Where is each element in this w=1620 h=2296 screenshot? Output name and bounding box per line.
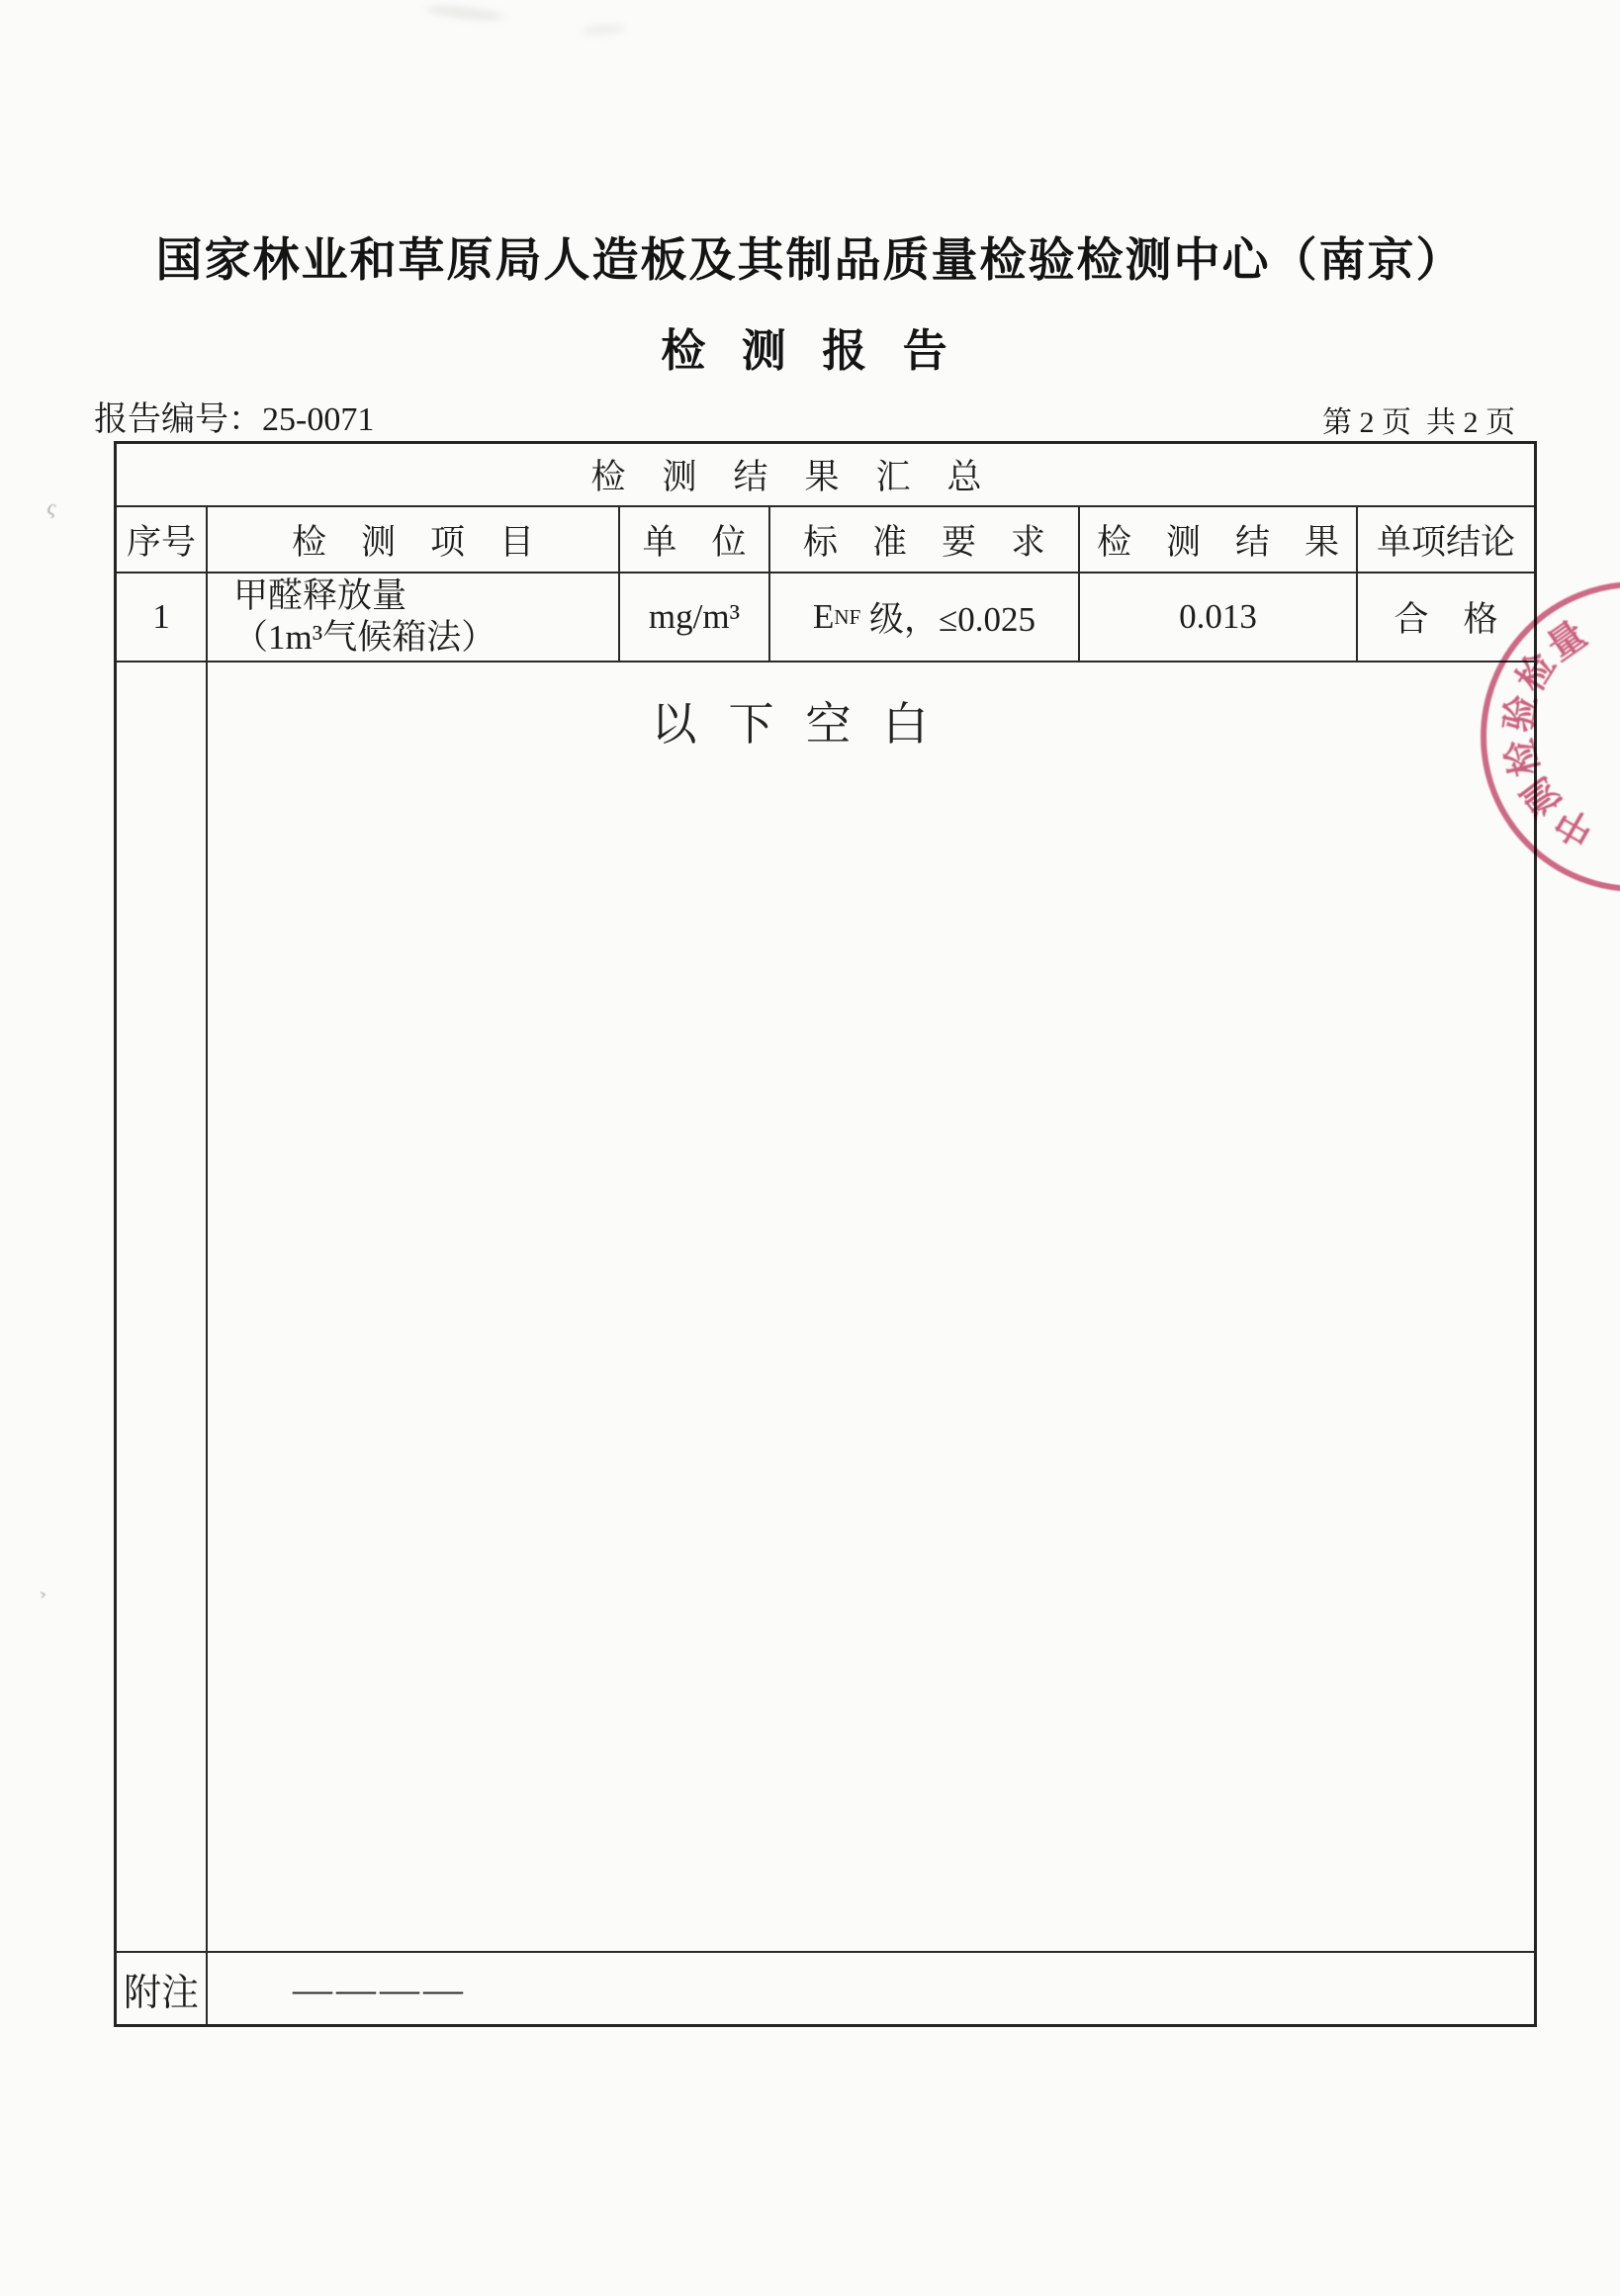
seal-char: 中 <box>1548 799 1601 853</box>
table-title-cell <box>117 444 1534 507</box>
header-no: 序号 <box>117 507 208 574</box>
header-result: 检 测 结 果 <box>1080 507 1358 574</box>
summary-table <box>114 441 1537 2027</box>
scan-smudge <box>582 24 625 35</box>
scan-speck: ‸ <box>41 1587 67 1599</box>
header-conclusion: 单项结论 <box>1358 507 1534 574</box>
footnote-value: ———— <box>293 1966 467 2011</box>
page-indicator: 第 2 页 共 2 页 <box>1322 406 1515 439</box>
report-title: 检 测 报 告 <box>661 325 959 376</box>
standard-grade-e: E <box>813 597 835 636</box>
scan-smudge <box>425 4 505 22</box>
row-result: 0.013 <box>1080 574 1358 662</box>
seal-char: 验 <box>1497 692 1544 736</box>
row-conclusion: 合 格 <box>1358 574 1534 662</box>
report-number <box>94 392 374 440</box>
blank-area <box>208 662 1534 1953</box>
header-unit: 单 位 <box>620 507 770 574</box>
org-title: 国家林业和草原局人造板及其制品质量检验检测中心（南京） <box>155 233 1465 286</box>
seal-char: 检 <box>1508 646 1564 699</box>
blank-left-cell <box>117 662 208 1953</box>
row-item-line1: 甲醛释放量 <box>233 576 407 615</box>
row-item <box>208 574 620 662</box>
table-title: 检 测 结 果 汇 总 <box>590 458 983 496</box>
row-no: 1 <box>117 574 208 662</box>
seal-char: 量 <box>1540 613 1593 668</box>
scan-speck: ς <box>45 493 59 520</box>
seal-char: 测 <box>1514 769 1570 825</box>
seal-char: 检 <box>1498 735 1547 781</box>
row-unit: mg/m³ <box>620 574 770 662</box>
report-number-label: 报告编号： <box>94 401 262 438</box>
footnote-label: 附注 <box>117 1953 208 2024</box>
header-item: 检 测 项 目 <box>208 507 620 574</box>
row-item-line2: （1m³气候箱法） <box>233 618 496 657</box>
blank-note: 以下空白 <box>651 699 960 750</box>
standard-requirement: 级，≤0.025 <box>860 600 1035 639</box>
report-number-value: 25-0071 <box>262 401 375 438</box>
row-standard: E NF 级，≤0.025 <box>770 574 1080 662</box>
header-standard: 标 准 要 求 <box>770 507 1080 574</box>
